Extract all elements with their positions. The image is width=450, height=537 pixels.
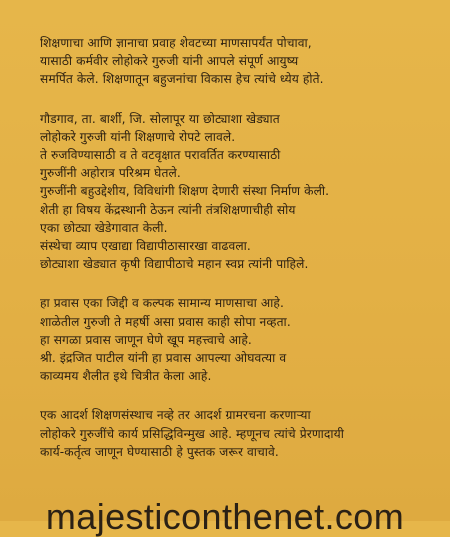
text-line: काव्यमय शैलीत इथे चित्रीत केला आहे. bbox=[40, 369, 212, 384]
text-line: कार्य-कर्तृत्व जाणून घेण्यासाठी हे पुस्तक जरूर वाचावे. bbox=[40, 444, 279, 459]
text-line: समर्पित केले. शिक्षणातून बहुजनांचा विकास हेच त्यांचे ध्येय होते. bbox=[40, 72, 324, 87]
text-line: गुरुजींनी बहुउद्देशीय, विविधांगी शिक्षण देणारी संस्था निर्माण केली. bbox=[40, 184, 330, 199]
text-line: शाळेतील गुरुजी ते महर्षी असा प्रवास काही सोपा नव्हता. bbox=[40, 314, 291, 329]
text-line: शेती हा विषय केंद्रस्थानी ठेऊन त्यांनी तंत्रशिक्षणाचीही सोय bbox=[40, 202, 296, 217]
paragraph-2 bbox=[40, 110, 432, 274]
text-line: गौडगाव, ता. बार्शी, जि. सोलापूर या छोट्याशा खेड्यात bbox=[40, 111, 280, 126]
text-line: हा प्रवास एका जिद्दी व कल्पक सामान्य माणसाचा आहे. bbox=[40, 296, 284, 311]
paragraph-3 bbox=[40, 294, 432, 385]
site-watermark: majesticonthenet.com bbox=[45, 496, 405, 537]
paragraph-4 bbox=[40, 406, 432, 461]
text-line: संस्थेचा व्याप एखाद्या विद्यापीठासारखा वाढवला. bbox=[40, 239, 251, 254]
text-line: श्री. इंद्रजित पाटील यांनी हा प्रवास आपल्या ओघवत्या व bbox=[40, 351, 287, 366]
text-line: ते रुजविण्यासाठी व ते वटवृक्षात परावर्तित करण्यासाठी bbox=[40, 148, 281, 163]
text-line: लोहोकरे गुरुजींचे कार्य प्रसिद्धिविन्मुख आहे. म्हणूनच त्यांचे प्रेरणादायी bbox=[40, 426, 344, 441]
text-line: लोहोकरे गुरुजी यांनी शिक्षणाचे रोपटे लावले. bbox=[40, 129, 236, 144]
paragraph-1 bbox=[40, 34, 432, 89]
text-line: यासाठी कर्मवीर लोहोकरे गुरुजी यांनी आपले संपूर्ण आयुष्य bbox=[40, 54, 299, 69]
text-line: शिक्षणाचा आणि ज्ञानाचा प्रवाह शेवटच्या माणसापर्यंत पोचावा, bbox=[40, 36, 312, 50]
text-line: एक आदर्श शिक्षणसंस्थाच नव्हे तर आदर्श ग्रामरचना करणाऱ्या bbox=[40, 408, 311, 423]
text-line: छोट्याशा खेड्यात कृषी विद्यापीठाचे महान स्वप्न त्यांनी पाहिले. bbox=[40, 257, 309, 272]
text-line: हा सगळा प्रवास जाणून घेणे खूप महत्त्वाचे आहे. bbox=[40, 332, 252, 347]
text-line: गुरुजींनी अहोरात्र परिश्रम घेतले. bbox=[40, 166, 181, 181]
text-line: एका छोट्या खेडेगावात केली. bbox=[40, 220, 168, 235]
